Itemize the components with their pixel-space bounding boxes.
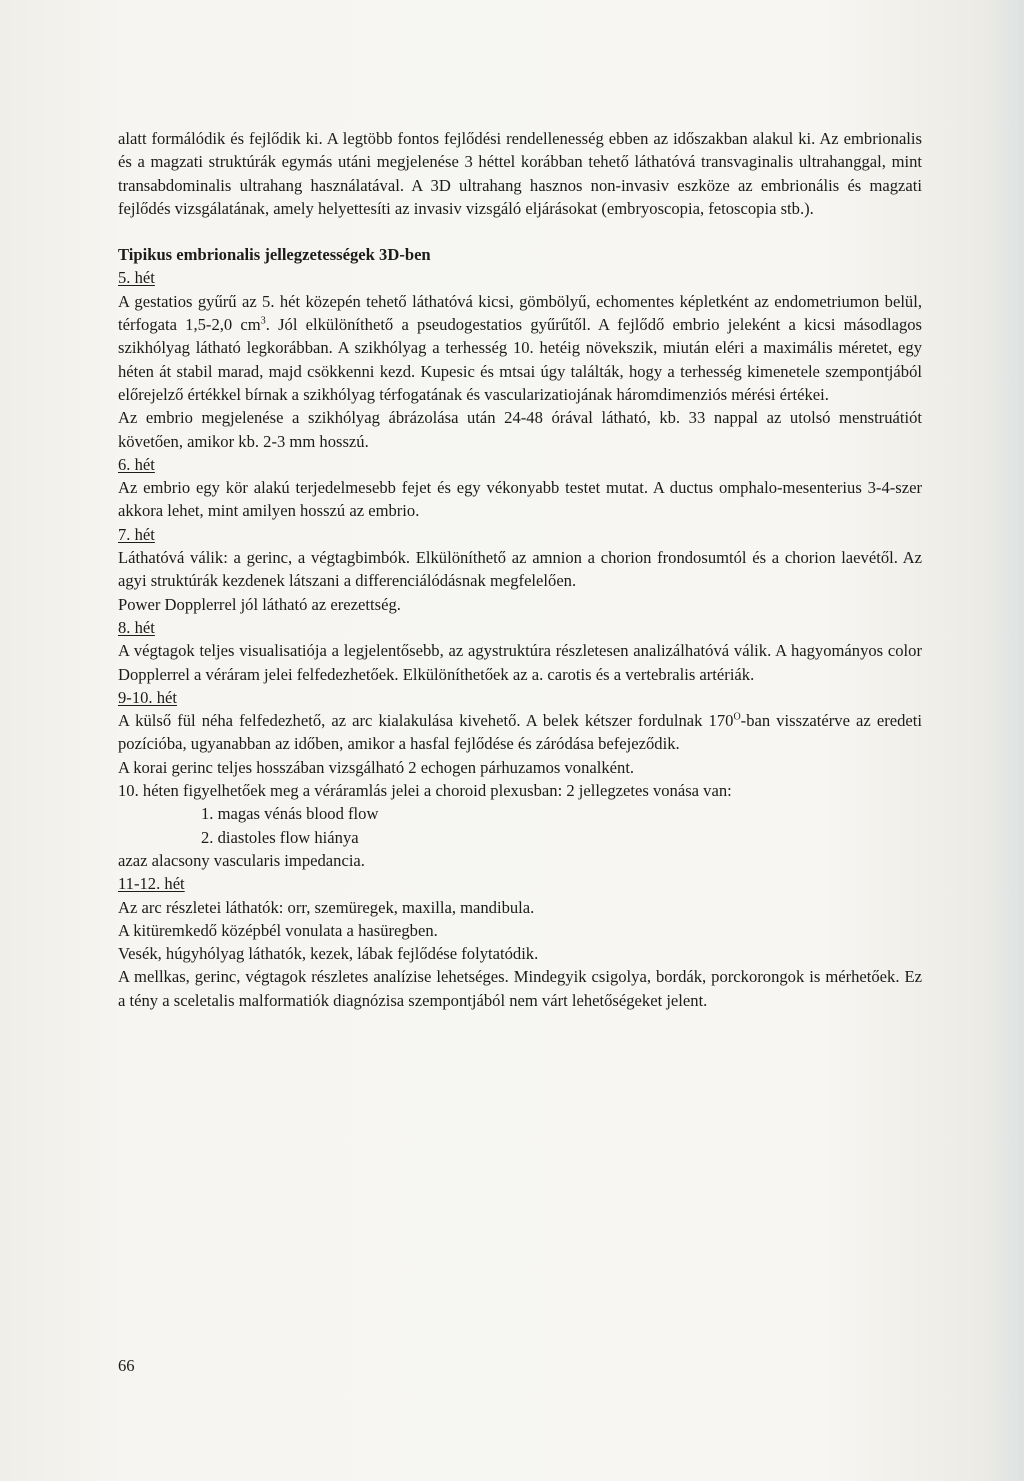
week-9-10-heading: 9-10. hét — [118, 687, 177, 707]
list-item: 1. magas vénás blood flow — [201, 804, 379, 824]
week-11-12-paragraph-1: Az arc részletei láthatók: orr, szemüregek, maxilla, mandibula. — [118, 897, 535, 917]
week-6-heading: 6. hét — [118, 454, 155, 474]
week-7-heading: 7. hét — [118, 524, 155, 544]
week-9-10-paragraph-4: azaz alacsony vascularis impedancia. — [118, 850, 365, 870]
week-5-p1-part-b: . Jól elkülöníthető a pseudogestatios gyűrűtől. A fejlődő embrio jeleként a kicsi másodlagos szikhólyag látható legkorábban. A szikhólyag a terhesség 10. hetéig növekszik, miután eléri a maximális méretet, egy héten át stabil marad, majd csökkenni kezd. Kupesic és mtsai úgy találták, hogy a terhesség kimenetele szempontjából előrejelző értékkel bírnak a szikhólyag térfogatának és vascularizatiojának háromdimenziós mérési értékei. — [118, 315, 923, 404]
week-8-heading: 8. hét — [118, 617, 155, 637]
week-9-10-paragraph-1 — [118, 709, 922, 756]
week-9-10-paragraph-3: 10. héten figyelhetőek meg a véráramlás jelei a choroid plexusban: 2 jellegzetes vonása van: — [118, 781, 732, 801]
week-11-12-paragraph-2: A kitüremkedő középbél vonulata a hasüregben. — [118, 920, 438, 940]
week-11-12-paragraph-4: A mellkas, gerinc, végtagok részletes analízise lehetséges. Mindegyik csigolya, bordák, porckorongok is mérhetőek. Ez a tény a sceletalis malformatiók diagnózisa szempontjából nem várt lehetőségeket jelent. — [118, 967, 922, 1010]
cubic-superscript: 3 — [260, 315, 266, 327]
week-7-paragraph-2: Power Dopplerrel jól látható az erezettség. — [118, 594, 401, 614]
week-6-paragraph-1: Az embrio egy kör alakú terjedelmesebb fejet és egy vékonyabb testet mutat. A ductus omphalo-mesenterius 3-4-szer akkora lehet, mint amilyen hosszú az embrio. — [118, 478, 922, 521]
week-11-12-heading: 11-12. hét — [118, 874, 185, 894]
page-body — [118, 127, 922, 1012]
week-9-10-paragraph-2: A korai gerinc teljes hosszában vizsgálható 2 echogen párhuzamos vonalként. — [118, 757, 635, 777]
week-7-paragraph-1: Láthatóvá válik: a gerinc, a végtagbimbók. Elkülöníthető az amnion a chorion frondosumtól és a chorion laevétől. Az agyi struktúrák kezdenek látszani a differenciálódásnak megfelelően. — [118, 548, 922, 591]
week-5-p1-part-a: A gestatios gyűrű az 5. hét közepén tehető láthatóvá kicsi, gömbölyű, echomentes képletként az endometriumon belül, térfogata 1,5-2,0 cm — [118, 291, 922, 335]
week-5-paragraph-2: Az embrio megjelenése a szikhólyag ábrázolása után 24-48 órával látható, kb. 33 nappal az utolsó menstruátiót követően, amikor kb. 2-3 mm hosszú. — [118, 408, 922, 451]
week-9-10-p1-part-a: A külső fül néha felfedezhető, az arc kialakulása kivehető. A belek kétszer fordulnak 170 — [118, 711, 734, 731]
page-number: 66 — [118, 1356, 135, 1375]
week-5-heading: 5. hét — [118, 268, 155, 288]
week-5-paragraph-1 — [118, 290, 922, 406]
intro-paragraph: alatt formálódik és fejlődik ki. A legtöbb fontos fejlődési rendellenesség ebben az időszakban alakul ki. Az embrionalis és a magzati struktúrák egymás utáni megjelenése 3 héttel korábban tehető láthatóvá transvaginalis ultrahanggal, mint transabdominalis ultrahang használatával. A 3D ultrahang hasznos non-invasiv eszköze az embrionális és magzati fejlődés vizsgálatának, amely helyettesíti az invasiv vizsgáló eljárásokat (embryoscopia, fetoscopia stb.). — [118, 129, 922, 218]
degree-superscript: O — [733, 711, 741, 723]
week-8-paragraph-1: A végtagok teljes visualisatiója a legjelentősebb, az agystruktúra részletesen analizálhatóvá válik. A hagyományos color Dopplerrel a véráram jelei felfedezhetőek. Elkülöníthetőek az a. carotis és a vertebralis artériák. — [118, 641, 922, 684]
week-9-10-p1-part-b: -ban visszatérve az eredeti pozícióba, ugyanabban az időben, amikor a hasfal fejlődése és záródása befejeződik. — [118, 711, 922, 754]
week-11-12-paragraph-3: Vesék, húgyhólyag láthatók, kezek, lábak fejlődése folytatódik. — [118, 944, 539, 964]
section-title: Tipikus embrionalis jellegzetességek 3D-ben — [118, 245, 431, 265]
list-item: 2. diastoles flow hiánya — [201, 827, 359, 847]
